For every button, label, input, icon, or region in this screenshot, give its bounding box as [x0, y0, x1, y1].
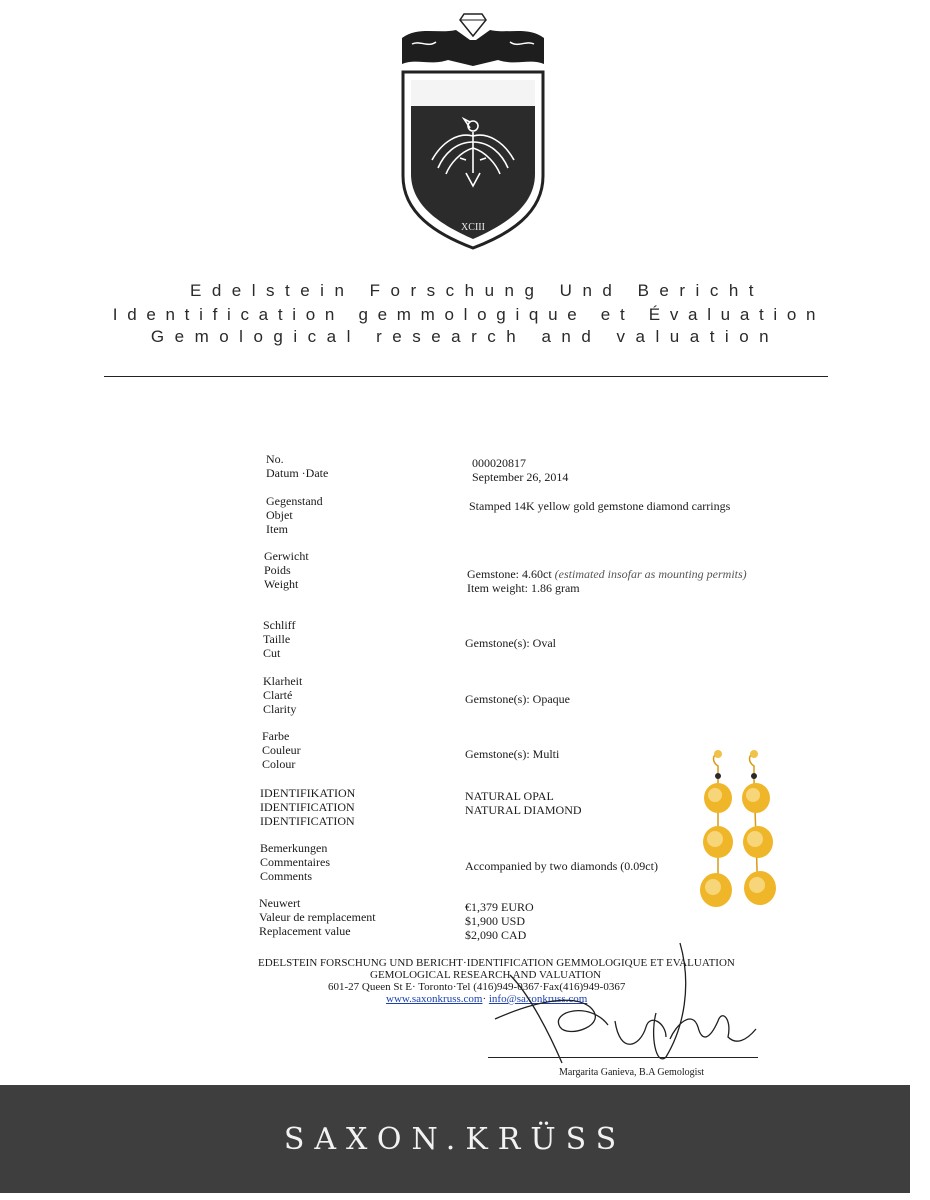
footer-address: 601-27 Queen St E· Toronto·Tel (416)949-0367·Fax(416)949-0367 — [328, 981, 626, 993]
header-line-french: Identification gemmologique et Évaluation — [112, 305, 826, 324]
field-label-item-fr: Objet — [266, 508, 293, 522]
field-label-colour-en: Colour — [262, 757, 296, 771]
field-label-weight-en: Weight — [264, 577, 299, 591]
value-euro: €1,379 EURO — [465, 900, 534, 914]
field-label-cut-en: Cut — [263, 646, 281, 660]
field-label-identification-fr: IDENTIFICATION — [260, 800, 355, 814]
field-label-weight-fr: Poids — [264, 563, 291, 577]
signature — [470, 935, 760, 1070]
earrings-photo — [680, 748, 820, 913]
field-label-value-fr: Valeur de remplacement — [259, 910, 376, 924]
field-label-colour-fr: Couleur — [262, 743, 301, 757]
certificate-date: September 26, 2014 — [472, 470, 569, 484]
item-weight: Item weight: 1.86 gram — [467, 581, 580, 595]
field-label-item-de: Gegenstand — [266, 494, 323, 508]
field-label-clarity-fr: Clarté — [263, 688, 293, 702]
brand-name: SAXON.KRÜSS — [283, 1122, 627, 1157]
earrings-icon — [680, 748, 820, 913]
colour-value: Gemstone(s): Multi — [465, 747, 560, 761]
item-description: Stamped 14K yellow gold gemstone diamond carrings — [469, 499, 731, 513]
field-label-item-en: Item — [266, 522, 288, 536]
email-link[interactable]: info@saxonkruss.com — [488, 993, 588, 1005]
crest-motto: XCIII — [461, 222, 485, 233]
field-label-colour-de: Farbe — [262, 729, 290, 743]
field-label-no: No. — [266, 452, 284, 466]
value-cad: $2,090 CAD — [465, 928, 527, 942]
identification-opal: NATURAL OPAL — [465, 789, 554, 803]
header-line-english: Gemological research and valuation — [150, 327, 780, 346]
identification-diamond: NATURAL DIAMOND — [465, 803, 582, 817]
field-label-cut-fr: Taille — [263, 632, 291, 646]
field-label-identification-de: IDENTIFIKATION — [260, 786, 356, 800]
field-label-weight-de: Gerwicht — [264, 549, 309, 563]
field-label-cut-de: Schliff — [263, 618, 296, 632]
clarity-value: Gemstone(s): Opaque — [465, 692, 570, 706]
eagle-shield-icon — [398, 8, 548, 253]
field-label-value-de: Neuwert — [259, 896, 301, 910]
field-label-comments-en: Comments — [260, 869, 313, 883]
header-line-german: Edelstein Forschung Und Bericht — [189, 281, 765, 300]
field-label-clarity-de: Klarheit — [263, 674, 303, 688]
field-label-value-en: Replacement value — [259, 924, 351, 938]
crest-emblem — [398, 8, 548, 253]
value-usd: $1,900 USD — [465, 914, 526, 928]
signature-line — [488, 1057, 758, 1058]
field-label-identification-en: IDENTIFICATION — [260, 814, 355, 828]
website-link[interactable]: www.saxonkruss.com — [386, 993, 483, 1005]
gemstone-weight: Gemstone: 4.60ct (estimated insofar as mounting permits) — [467, 567, 747, 581]
field-label-clarity-en: Clarity — [263, 702, 297, 716]
footer-subtitle: GEMOLOGICAL RESEARCH AND VALUATION — [370, 969, 602, 981]
footer-links: www.saxonkruss.com· info@saxonkruss.com — [386, 993, 588, 1005]
signatory-name: Margarita Ganieva, B.A Gemologist — [559, 1067, 705, 1078]
field-label-comments-fr: Commentaires — [260, 855, 330, 869]
cut-value: Gemstone(s): Oval — [465, 636, 556, 650]
field-label-date: Datum ·Date — [266, 466, 329, 480]
weight-note: (estimated insofar as mounting permits) — [554, 567, 747, 581]
comments-value: Accompanied by two diamonds (0.09ct) — [465, 859, 658, 873]
footer-company: EDELSTEIN FORSCHUNG UND BERICHT·IDENTIFICATION GEMMOLOGIQUE ET EVALUATION — [258, 957, 735, 969]
header-divider — [104, 376, 828, 377]
certificate-number: 000020817 — [472, 456, 526, 470]
field-label-comments-de: Bemerkungen — [260, 841, 328, 855]
